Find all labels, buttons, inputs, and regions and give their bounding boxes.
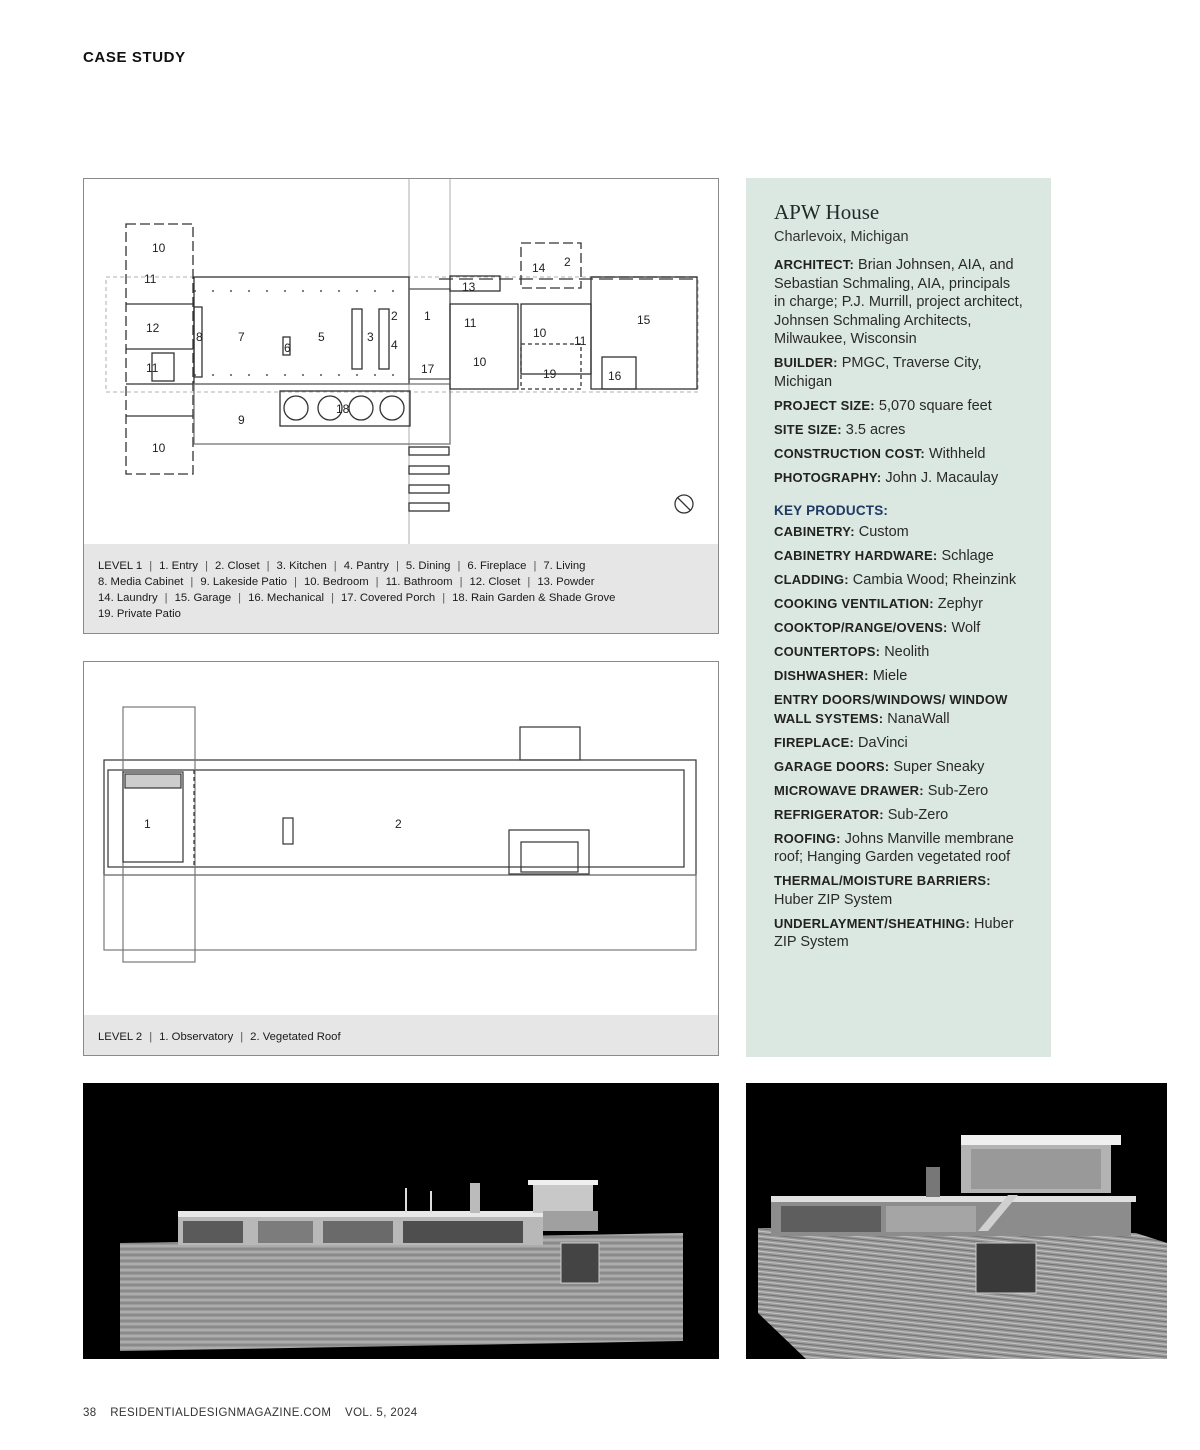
section-label: CASE STUDY (83, 49, 186, 66)
credit-entry (774, 523, 1023, 542)
model-perspective-photo (746, 1083, 1167, 1359)
credit-label: SITE SIZE: (774, 421, 842, 437)
credit-entry (774, 691, 1023, 728)
page-footer (83, 1407, 428, 1419)
legend-item: 16. Mechanical (248, 592, 325, 604)
legend-item: 15. Garage (174, 592, 232, 604)
credit-label: CABINETRY: (774, 524, 855, 539)
credit-value: Miele (872, 668, 908, 684)
credit-value: 5,070 square feet (878, 397, 992, 414)
project-name: APW House (774, 200, 880, 224)
credit-entry (774, 421, 1023, 440)
room-label: 11 (574, 334, 587, 348)
credit-entry (774, 354, 1023, 391)
room-label: 11 (146, 361, 159, 375)
room-label: 2 (395, 817, 402, 831)
level1-room-labels (144, 241, 651, 455)
level2-plan-drawing (84, 662, 719, 1017)
credit-value: Neolith (884, 644, 930, 660)
room-label: 11 (464, 316, 477, 330)
credit-label: PHOTOGRAPHY: (774, 469, 882, 485)
room-label: 3 (367, 330, 374, 344)
room-label: 10 (152, 241, 166, 255)
credit-value: Huber ZIP System (774, 915, 1014, 950)
credit-label: COUNTERTOPS: (774, 644, 881, 659)
credit-label: REFRIGERATOR: (774, 806, 884, 822)
footer-volume: VOL. 5, 2024 (345, 1407, 418, 1419)
credit-label: DISHWASHER: (774, 668, 869, 683)
room-label: 15 (637, 313, 651, 327)
credit-label: GARAGE DOORS: (774, 758, 890, 774)
credit-entry (774, 643, 1023, 662)
credit-entry (774, 595, 1023, 614)
credit-value: Sub-Zero (887, 806, 949, 823)
legend-item: LEVEL 2 (98, 1031, 143, 1043)
project-credits (774, 256, 1023, 487)
room-label: 7 (238, 330, 245, 344)
credit-entry (774, 915, 1023, 952)
legend-item: 4. Pantry (343, 560, 389, 572)
credit-entry (774, 782, 1023, 801)
credit-entry (774, 830, 1023, 867)
room-label: 8 (196, 330, 203, 344)
legend-item: 18. Rain Garden & Shade Grove (452, 592, 616, 604)
level1-floor-plan (83, 178, 719, 634)
level1-plan-drawing (84, 179, 719, 545)
project-location: Charlevoix, Michigan (774, 229, 909, 245)
room-label: 1 (144, 817, 151, 831)
credit-entry (774, 397, 1023, 416)
credit-value: DaVinci (858, 734, 908, 751)
legend-item: 3. Kitchen (276, 560, 327, 572)
credit-entry (774, 758, 1023, 777)
room-label: 11 (144, 272, 157, 286)
credit-label: UNDERLAYMENT/SHEATHING: (774, 915, 970, 931)
legend-item: 5. Dining (405, 560, 451, 572)
credit-value: Huber ZIP System (774, 891, 893, 908)
credit-entry (774, 469, 1023, 488)
credit-value: Withheld (928, 445, 986, 462)
credit-value: Schlage (941, 548, 994, 564)
room-label: 2 (564, 255, 571, 269)
legend-item: 14. Laundry (98, 592, 158, 604)
legend-item: 9. Lakeside Patio (200, 576, 288, 588)
legend-line (98, 606, 704, 622)
credit-label: MICROWAVE DRAWER: (774, 782, 924, 798)
credit-entry (774, 571, 1023, 590)
footer-site: RESIDENTIALDESIGNMAGAZINE.COM (110, 1407, 332, 1419)
legend-item: 1. Entry (159, 560, 199, 572)
legend-item: 11. Bathroom (385, 576, 453, 588)
credit-value: Brian Johnsen, AIA, and Sebastian Schmaling, AIA, principals in charge; P.J. Murrill, project architect, Johnsen Schmaling Architects, Milwaukee, Wisconsin (774, 257, 1023, 347)
credit-label: CONSTRUCTION COST: (774, 445, 925, 461)
credit-entry (774, 619, 1023, 638)
credit-entry (774, 734, 1023, 753)
level2-floor-plan (83, 661, 719, 1056)
key-products-heading: KEY PRODUCTS: (774, 503, 889, 518)
credit-label: ENTRY DOORS/WINDOWS/ WINDOW WALL SYSTEMS: (774, 692, 1008, 726)
credit-value: Johns Manville membrane roof; Hanging Garden vegetated roof (774, 830, 1014, 865)
page-number: 38 (83, 1407, 97, 1419)
legend-line: LEVEL 1 | 1. Entry | 2. Closet | 3. Kitchen | 4. Pantry | 5. Dining | 6. Fireplace | 7. Living (98, 560, 586, 572)
level2-legend: LEVEL 2 | 1. Observatory | 2. Vegetated Roof (84, 1015, 718, 1055)
credit-value: John J. Macaulay (885, 469, 999, 486)
legend-item: 1. Observatory (159, 1031, 234, 1043)
legend-line: 8. Media Cabinet | 9. Lakeside Patio | 10. Bedroom | 11. Bathroom | 12. Closet | 13. Powder (98, 576, 595, 588)
project-info-panel (746, 178, 1051, 1057)
credit-value: Custom (858, 524, 909, 540)
room-label: 19 (543, 367, 557, 381)
room-label: 4 (391, 338, 398, 352)
room-label: 16 (608, 369, 622, 383)
credit-label: CLADDING: (774, 572, 849, 587)
room-label: 2 (391, 309, 398, 323)
credit-label: COOKING VENTILATION: (774, 596, 934, 611)
credit-entry (774, 445, 1023, 464)
credit-label: PROJECT SIZE: (774, 397, 875, 413)
room-label: 14 (532, 261, 546, 275)
credit-label: ROOFING: (774, 830, 841, 846)
credit-entry (774, 547, 1023, 566)
room-label: 10 (152, 441, 166, 455)
credit-label: COOKTOP/RANGE/OVENS: (774, 620, 948, 635)
credit-label: THERMAL/MOISTURE BARRIERS: (774, 873, 991, 888)
room-label: 10 (533, 326, 547, 340)
legend-item: 17. Covered Porch (341, 592, 436, 604)
credit-label: ARCHITECT: (774, 257, 854, 272)
legend-item: 2. Vegetated Roof (250, 1031, 341, 1043)
room-label: 5 (318, 330, 325, 344)
credit-label: CABINETRY HARDWARE: (774, 548, 938, 563)
legend-item: 6. Fireplace (467, 560, 527, 572)
credit-value: 3.5 acres (845, 421, 906, 438)
legend-line: 14. Laundry | 15. Garage | 16. Mechanical | 17. Covered Porch | 18. Rain Garden & Shade Grove (98, 592, 616, 604)
credit-value: Super Sneaky (893, 758, 985, 775)
credit-label: FIREPLACE: (774, 734, 854, 750)
key-products-list (774, 523, 1023, 952)
credit-value: Zephyr (937, 596, 983, 612)
credit-entry (774, 256, 1023, 349)
level1-legend (84, 544, 718, 633)
room-label: 13 (462, 280, 476, 294)
credit-entry (774, 872, 1023, 909)
legend-item: 2. Closet (215, 560, 260, 572)
legend-item: 8. Media Cabinet (98, 576, 184, 588)
credit-label: BUILDER: (774, 355, 838, 370)
credit-value: Wolf (951, 620, 981, 636)
credit-entry (774, 667, 1023, 686)
credit-entry (774, 806, 1023, 825)
credit-value: Cambia Wood; Rheinzink (852, 572, 1017, 588)
legend-item: 10. Bedroom (303, 576, 369, 588)
legend-item: 19. Private Patio (98, 608, 181, 620)
credit-value: PMGC, Traverse City, Michigan (774, 355, 982, 390)
room-label: 12 (146, 321, 160, 335)
room-label: 17 (421, 362, 435, 376)
model-section-photo (83, 1083, 719, 1359)
legend-item: 12. Closet (469, 576, 521, 588)
legend-item: 7. Living (543, 560, 586, 572)
room-label: 18 (336, 402, 350, 416)
room-label: 10 (473, 355, 487, 369)
credit-value: NanaWall (887, 710, 950, 727)
room-label: 9 (238, 413, 245, 427)
room-label: 6 (284, 341, 291, 355)
legend-item: 13. Powder (537, 576, 595, 588)
room-label: 1 (424, 309, 431, 323)
legend-item: LEVEL 1 (98, 560, 143, 572)
credit-value: Sub-Zero (927, 782, 989, 799)
